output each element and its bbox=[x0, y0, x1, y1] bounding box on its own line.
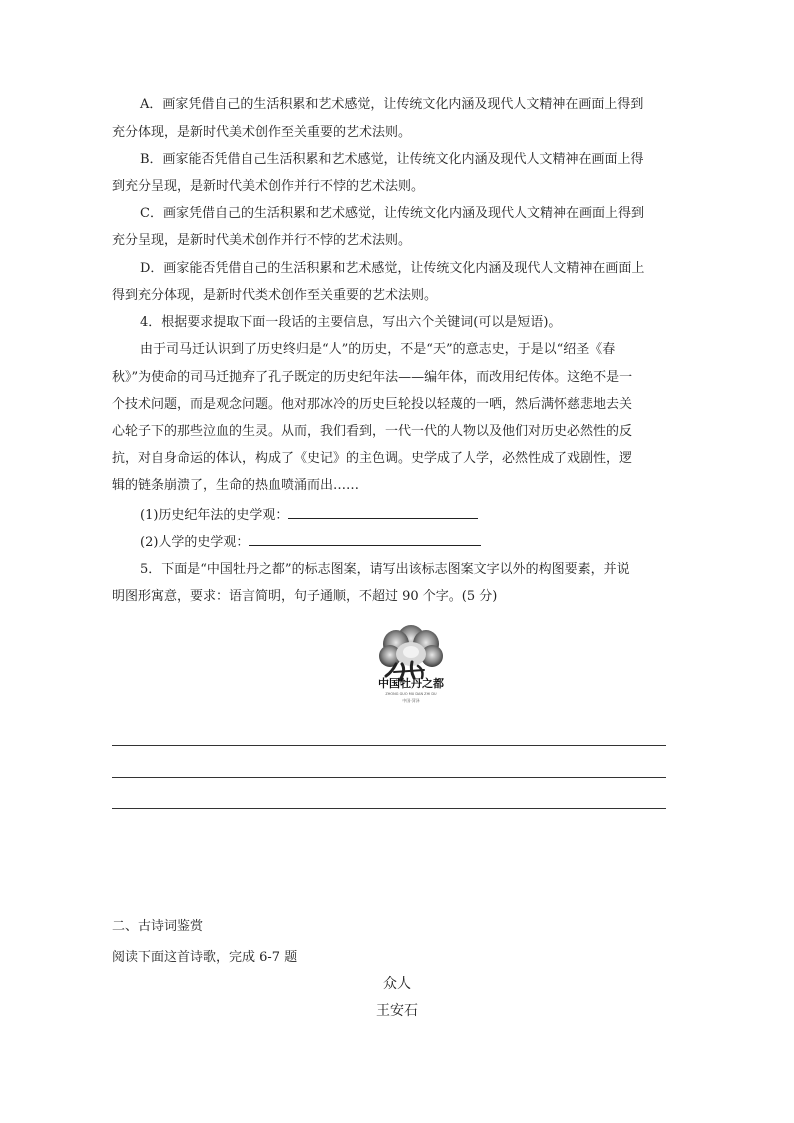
subquestion-1 bbox=[140, 506, 478, 525]
subquestion-2-label: (2)人学的史学观： bbox=[140, 535, 250, 550]
answer-line-3[interactable] bbox=[112, 808, 666, 809]
logo-sub-text: 中国·菏泽 bbox=[402, 698, 420, 703]
question-5-line2: 明图形寓意，要求：语言简明，句子通顺，不超过 90 个字。(5 分) bbox=[112, 589, 498, 604]
poem-title: 众人 bbox=[383, 976, 411, 992]
passage-line5: 抗，对自身命运的体认，构成了《史记》的主色调。史学成了人学，必然性成了戏剧性，逻 bbox=[112, 451, 633, 466]
answer-line-1[interactable] bbox=[112, 745, 666, 746]
option-a-line1: A．画家凭借自己的生活积累和艺术感觉，让传统文化内涵及现代人文精神在画面上得到 bbox=[140, 97, 644, 112]
option-b-line2: 到充分呈现，是新时代美术创作并行不悖的艺术法则。 bbox=[112, 179, 425, 194]
passage-line4: 心轮子下的那些泣血的生灵。从而，我们看到，一代一代的人物以及他们对历史必然性的反 bbox=[112, 424, 633, 439]
option-b-line1: B．画家能否凭借自己生活积累和艺术感觉，让传统文化内涵及现代人文精神在画面上得 bbox=[140, 152, 644, 167]
peony-capital-logo bbox=[366, 614, 456, 709]
option-c-line1: C．画家凭借自己的生活积累和艺术感觉，让传统文化内涵及现代人文精神在画面上得到 bbox=[140, 206, 644, 221]
passage-line1: 由于司马迁认识到了历史终归是“人”的历史，不是“天”的意志史，于是以“绍圣《春 bbox=[140, 342, 616, 357]
option-c-line2: 充分呈现，是新时代美术创作并行不悖的艺术法则。 bbox=[112, 233, 412, 248]
passage-line2: 秋》”为使命的司马迁抛弃了孔子既定的历史纪年法——编年体，而改用纪传体。这绝不是一 bbox=[112, 370, 633, 385]
section-2-heading: 二、古诗词鉴赏 bbox=[112, 919, 204, 934]
poem-author: 王安石 bbox=[376, 1003, 418, 1019]
passage-line3: 个技术问题，而是观念问题。他对那冰冷的历史巨轮投以轻蔑的一哂，然后满怀慈悲地去关 bbox=[112, 397, 633, 412]
answer-blank-1[interactable] bbox=[288, 506, 478, 519]
subquestion-1-label: (1)历史纪年法的史学观： bbox=[140, 508, 289, 523]
passage-line6: 辑的链条崩溃了，生命的热血喷涌而出…… bbox=[112, 478, 360, 493]
answer-line-2[interactable] bbox=[112, 777, 666, 778]
subquestion-2 bbox=[140, 533, 481, 552]
option-d-line1: D．画家能否凭借自己的生活积累和艺术感觉，让传统文化内涵及现代人文精神在画面上 bbox=[140, 261, 645, 276]
question-5-line1: 5．下面是“中国牡丹之都”的标志图案，请写出该标志图案文字以外的构图要素，并说 bbox=[140, 562, 630, 577]
logo-pinyin: ZHONG GUO MU DAN ZHI DU bbox=[385, 692, 437, 696]
option-a-line2: 充分体现，是新时代美术创作至关重要的艺术法则。 bbox=[112, 125, 412, 140]
option-d-line2: 得到充分体现，是新时代类术创作至关重要的艺术法则。 bbox=[112, 288, 438, 303]
section-2-instruction: 阅读下面这首诗歌，完成 6-7 题 bbox=[112, 950, 298, 965]
answer-blank-2[interactable] bbox=[249, 533, 481, 546]
logo-main-text: 中国牡丹之都 bbox=[378, 677, 444, 690]
question-4-prompt: 4．根据要求提取下面一段话的主要信息，写出六个关键词(可以是短语)。 bbox=[140, 315, 562, 330]
